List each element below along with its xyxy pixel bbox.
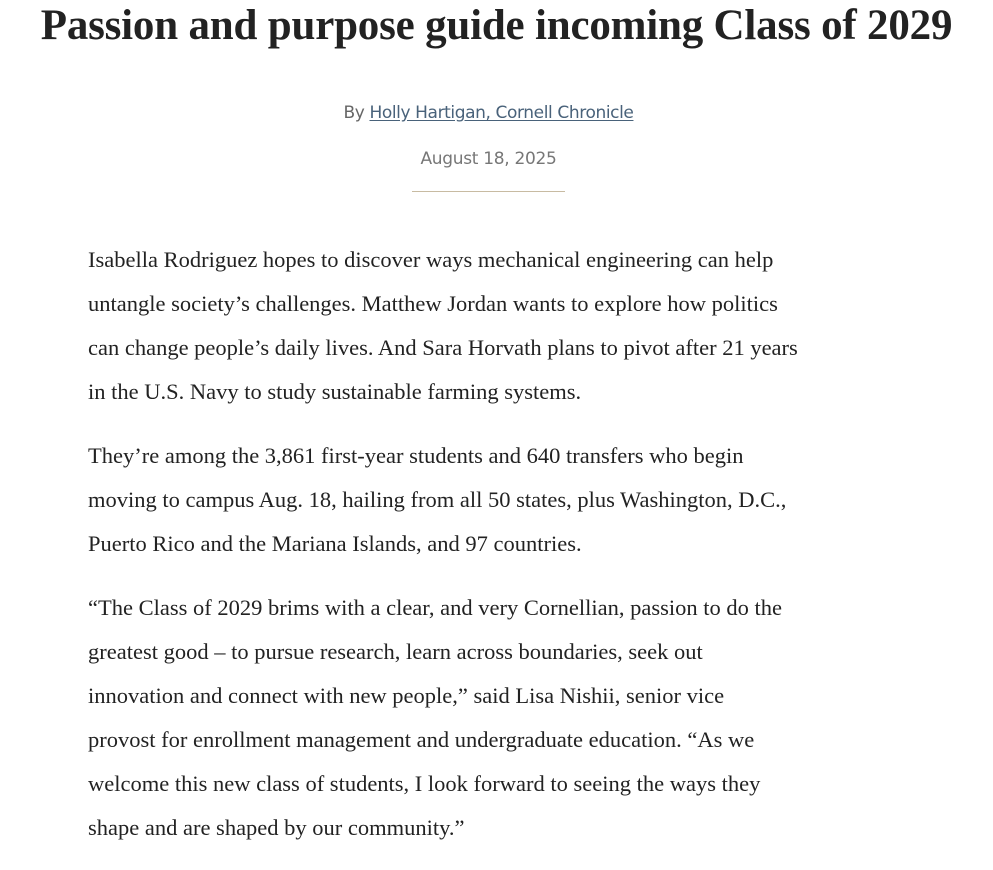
header-divider bbox=[412, 191, 565, 192]
paragraph-line: They’re among the 3,861 first-year students and 640 transfers who begin bbox=[88, 443, 744, 468]
paragraph-line: shape and are shaped by our community.” bbox=[88, 815, 465, 840]
article-headline: Passion and purpose guide incoming Class of 2029 bbox=[40, 2, 953, 49]
paragraph-line: in the U.S. Navy to study sustainable farming systems. bbox=[88, 379, 582, 404]
byline bbox=[0, 102, 977, 124]
paragraph-3-quote bbox=[88, 586, 908, 850]
paragraph-1 bbox=[88, 238, 908, 414]
paragraph-line: untangle society’s challenges. Matthew Jordan wants to explore how politics bbox=[88, 291, 778, 316]
paragraph-line: greatest good – to pursue research, learn across boundaries, seek out bbox=[88, 639, 703, 664]
article-body bbox=[88, 238, 908, 870]
paragraph-line: moving to campus Aug. 18, hailing from all 50 states, plus Washington, D.C., bbox=[88, 487, 787, 512]
paragraph-2 bbox=[88, 434, 908, 566]
paragraph-line: “The Class of 2029 brims with a clear, and very Cornellian, passion to do the bbox=[88, 595, 782, 620]
paragraph-line: Isabella Rodriguez hopes to discover ways mechanical engineering can help bbox=[88, 247, 774, 272]
publish-date: August 18, 2025 bbox=[420, 149, 557, 169]
paragraph-line: provost for enrollment management and undergraduate education. “As we bbox=[88, 727, 755, 752]
paragraph-line: welcome this new class of students, I look forward to seeing the ways they bbox=[88, 771, 761, 796]
paragraph-line: innovation and connect with new people,” said Lisa Nishii, senior vice bbox=[88, 683, 725, 708]
author-link[interactable]: Holly Hartigan, Cornell Chronicle bbox=[369, 103, 634, 123]
paragraph-line: Puerto Rico and the Mariana Islands, and 97 countries. bbox=[88, 531, 582, 556]
byline-prefix: By bbox=[343, 103, 370, 123]
paragraph-line: can change people’s daily lives. And Sara Horvath plans to pivot after 21 years bbox=[88, 335, 798, 360]
